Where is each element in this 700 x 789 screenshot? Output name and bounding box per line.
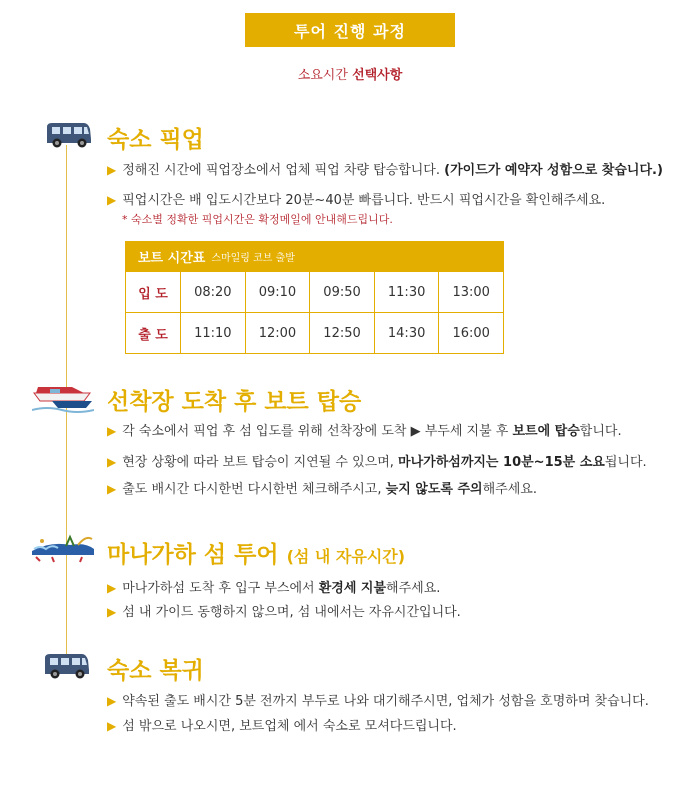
row-label-arrive: 입 도 [138, 286, 168, 302]
time-cell: 12:50 [309, 313, 374, 353]
island-icon [30, 533, 96, 563]
bullet-pickup-2: ▶ 픽업시간은 배 입도시간보다 20분~40분 빠릅니다. 반드시 픽업시간을 확인해주세요. [107, 193, 606, 208]
bullet-pickup-1: ▶ 정해진 시간에 픽업장소에서 업체 픽업 차량 탑승합니다. (가이드가 예약자 성함으로 찾습니다.) [107, 163, 663, 178]
van-icon [42, 652, 92, 680]
bullet-boarding-3: ▶ 출도 배시간 다시한번 다시한번 체크해주시고, 늦지 않도록 주의해주세요. [107, 482, 537, 497]
time-cell: 11:30 [374, 272, 439, 312]
table-row [126, 271, 503, 312]
bullet-return-1: ▶ 약속된 출도 배시간 5분 전까지 부두로 나와 대기해주시면, 업체가 성함을 호명하며 찾습니다. [107, 694, 649, 709]
arrow-right-icon: ▶ [107, 455, 117, 469]
section-title-island: 마나가하 섬 투어 (섬 내 자유시간) [107, 542, 406, 568]
arrow-right-icon: ▶ [107, 605, 117, 619]
page-subtitle: 소요시간 선택사항 [297, 68, 403, 83]
speedboat-icon [32, 383, 94, 413]
arrow-right-icon: ▶ [107, 482, 117, 496]
arrow-right-icon: ▶ [107, 193, 117, 207]
section-title-return: 숙소 복귀 [107, 658, 204, 684]
bullet-boarding-1: ▶ 각 숙소에서 픽업 후 섬 입도를 위해 선착장에 도착 ▶ 부두세 지불 후 보트에 탑승합니다. [107, 424, 622, 439]
section-title-boarding: 선착장 도착 후 보트 탑승 [107, 389, 362, 415]
van-icon [44, 121, 94, 149]
bullet-return-2: ▶ 섬 밖으로 나오시면, 보트업체 에서 숙소로 모셔다드립니다. [107, 719, 457, 734]
boat-timetable [125, 241, 504, 354]
arrow-right-icon: ▶ [107, 694, 117, 708]
page-banner: 투어 진행 과정 [245, 13, 455, 47]
time-cell: 14:30 [374, 313, 439, 353]
arrow-right-icon: ▶ [107, 581, 117, 595]
arrow-right-icon: ▶ [107, 424, 117, 438]
timetable-title: 보트 시간표 [138, 251, 206, 266]
arrow-right-icon: ▶ [107, 719, 117, 733]
timetable-subtitle: 스마일링 코브 출발 [211, 253, 295, 264]
table-row [126, 312, 503, 353]
time-cell: 16:00 [438, 313, 503, 353]
time-cell: 11:10 [180, 313, 245, 353]
timetable-header [126, 242, 503, 271]
bullet-island-2: ▶ 섬 내 가이드 동행하지 않으며, 섬 내에서는 자유시간입니다. [107, 605, 461, 620]
section-title-pickup: 숙소 픽업 [107, 127, 204, 153]
time-cell: 09:50 [309, 272, 374, 312]
bullet-boarding-2: ▶ 현장 상황에 따라 보트 탑승이 지연될 수 있으며, 마나가하섬까지는 10분~15분 소요됩니다. [107, 455, 647, 470]
section-title-note: (섬 내 자유시간) [286, 547, 406, 566]
bullet-island-1: ▶ 마나가하섬 도착 후 입구 부스에서 환경세 지불해주세요. [107, 581, 441, 596]
time-cell: 12:00 [245, 313, 310, 353]
time-cell: 08:20 [180, 272, 245, 312]
pickup-note: * 숙소별 정확한 픽업시간은 확정메일에 안내해드립니다. [122, 213, 393, 226]
time-cell: 09:10 [245, 272, 310, 312]
arrow-right-icon: ▶ [107, 163, 117, 177]
row-label-depart: 출 도 [138, 327, 168, 343]
time-cell: 13:00 [438, 272, 503, 312]
